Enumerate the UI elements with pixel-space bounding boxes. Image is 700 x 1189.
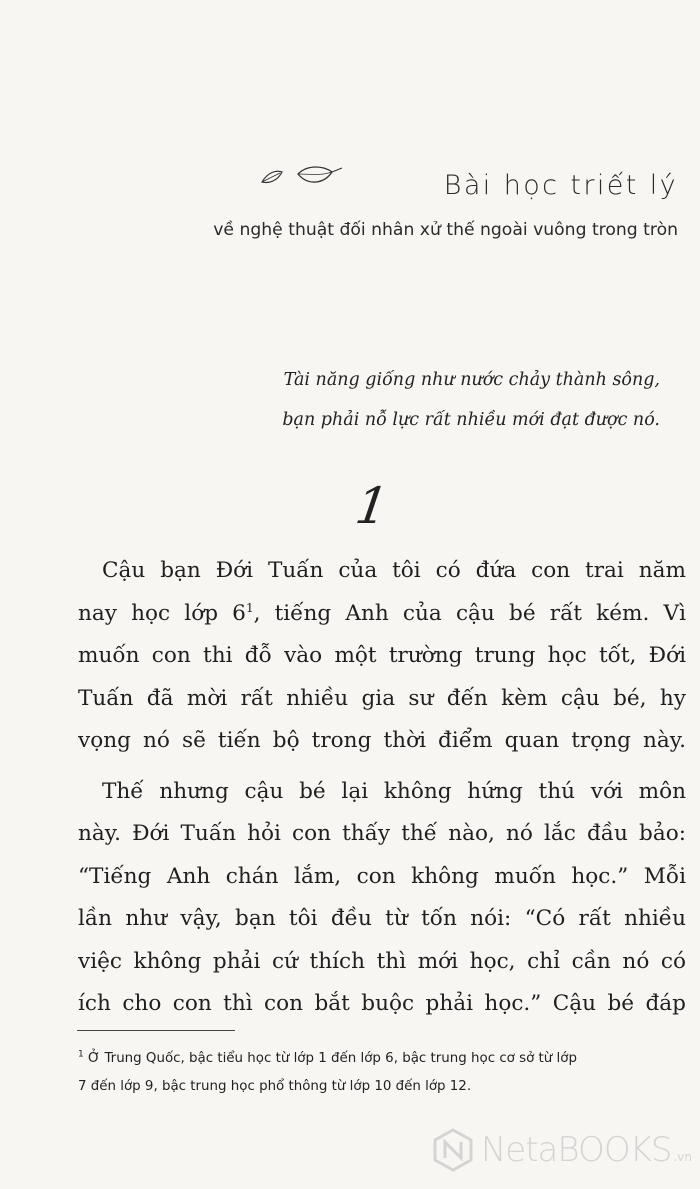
footnote-text: Ở Trung Quốc, bậc tiểu học từ lớp 1 đến lớp 6, bậc trung học cơ sở từ lớp xyxy=(83,1051,577,1066)
body-text xyxy=(78,550,686,1026)
footnote-line xyxy=(78,1045,688,1073)
paragraph-break xyxy=(78,763,686,771)
netabooks-logo-icon xyxy=(431,1128,475,1172)
body-text-fragment: , tiếng Anh của cậu bé rất kém. Vì xyxy=(253,600,686,626)
body-line: lần như vậy, bạn tôi đều từ tốn nói: “Có rất nhiều xyxy=(78,906,686,931)
leaf-ornament-icon xyxy=(258,160,358,194)
body-line: này. Đới Tuấn hỏi con thấy thế nào, nó lắc đầu bảo: xyxy=(78,821,686,846)
watermark-domain: .vn xyxy=(673,1150,692,1164)
chapter-title: Bài học triết lý xyxy=(443,170,678,201)
footnote-reference: 1 xyxy=(245,600,254,615)
body-line xyxy=(78,593,686,636)
body-line: muốn con thi đỗ vào một trường trung học tốt, Đới xyxy=(78,643,686,668)
body-line: Cậu bạn Đới Tuấn của tôi có đứa con trai năm xyxy=(102,558,686,583)
watermark-brand: NetaBOOKS xyxy=(480,1130,672,1170)
footnote-marker: 1 xyxy=(78,1049,84,1060)
footnote-line: 7 đến lớp 9, bậc trung học phổ thông từ lớp 10 đến lớp 12. xyxy=(78,1079,472,1094)
body-text-fragment: nay học lớp 6 xyxy=(78,600,246,626)
body-line: Thế nhưng cậu bé lại không hứng thú với môn xyxy=(102,778,686,804)
epigraph-line: bạn phải nỗ lực rất nhiều mới đạt được nó. xyxy=(282,410,660,430)
watermark xyxy=(431,1128,692,1172)
body-line: việc không phải cứ thích thì mới học, chỉ cần nó có xyxy=(78,948,686,974)
footnote xyxy=(78,1045,688,1101)
body-line: ích cho con thì con bắt buộc phải học.” Cậu bé đáp xyxy=(78,991,686,1016)
body-line: “Tiếng Anh chán lắm, con không muốn học.” Mỗi xyxy=(78,863,686,889)
section-number: 1 xyxy=(351,477,392,535)
epigraph-line: Tài năng giống như nước chảy thành sông, xyxy=(283,370,660,390)
chapter-subtitle: về nghệ thuật đối nhân xử thế ngoài vuông trong tròn xyxy=(213,220,678,240)
body-line: Tuấn đã mời rất nhiều gia sư đến kèm cậu bé, hy xyxy=(78,685,686,711)
footnote-divider xyxy=(77,1030,235,1031)
epigraph xyxy=(282,360,660,440)
body-line: vọng nó sẽ tiến bộ trong thời điểm quan trọng này. xyxy=(78,728,686,753)
